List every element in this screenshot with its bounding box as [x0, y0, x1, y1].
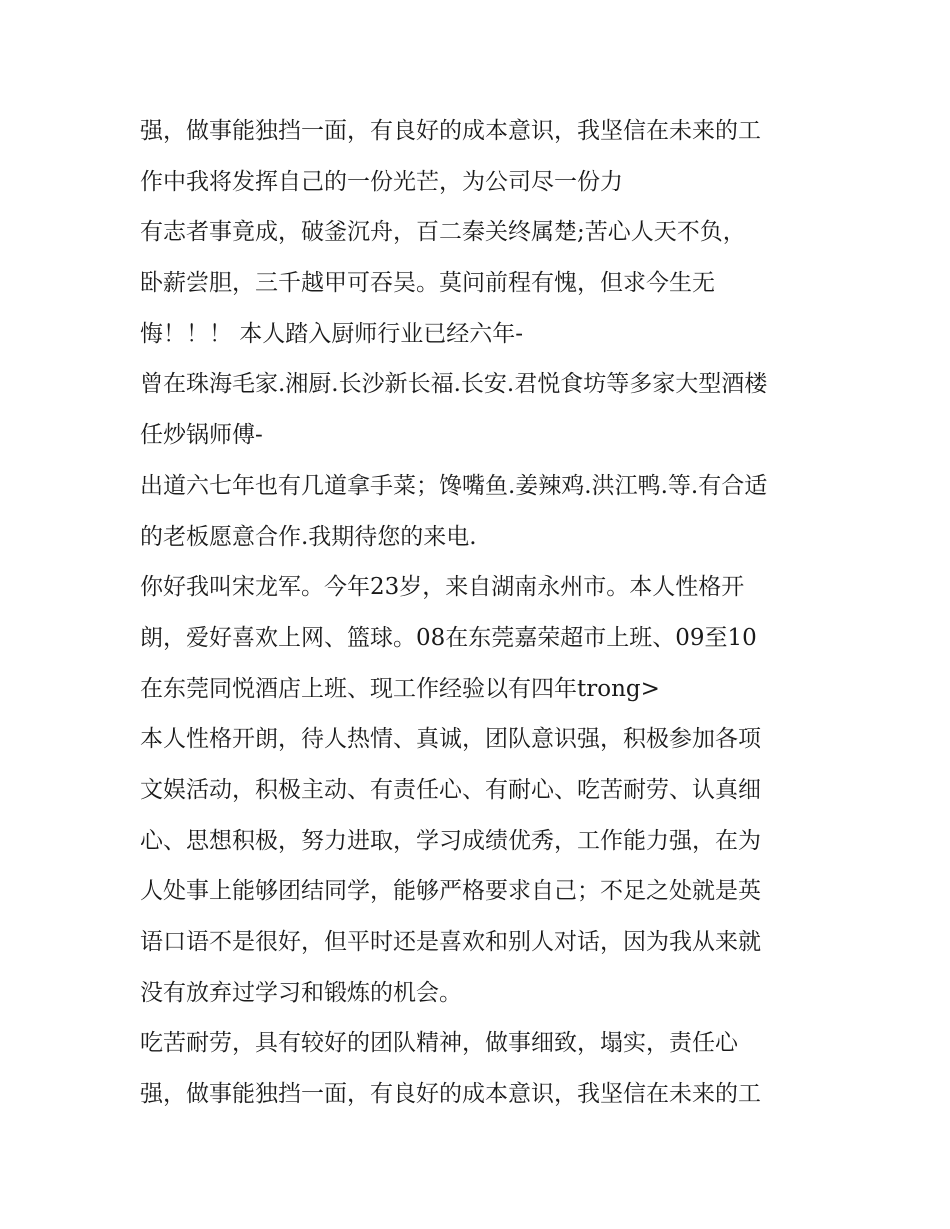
text-line: 任炒锅师傅-: [140, 422, 263, 449]
text-line: 你好我叫宋龙军。今年23岁，来自湖南永州市。本人性格开: [140, 574, 745, 601]
text-line: 强，做事能独挡一面，有良好的成本意识，我坚信在未来的工: [140, 118, 761, 144]
text-line: 人处事上能够团结同学，能够严格要求自己；不足之处就是英: [140, 878, 761, 905]
text-line: 在东莞同悦酒店上班、现工作经验以有四年trong>: [140, 675, 660, 702]
text-line: 卧薪尝胆，三千越甲可吞吴。莫问前程有愧，但求今生无: [140, 270, 715, 297]
text-line: 曾在珠海毛家.湘厨.长沙新长福.长安.君悦食坊等多家大型酒楼: [140, 371, 768, 398]
text-line: 文娱活动，积极主动、有责任心、有耐心、吃苦耐劳、认真细: [140, 776, 761, 803]
text-line: 本人性格开朗，待人热情、真诚，团队意识强，积极参加各项: [140, 726, 761, 753]
text-line: 吃苦耐劳，具有较好的团队精神，做事细致，塌实，责任心: [140, 1030, 738, 1057]
text-line: 朗，爱好喜欢上网、篮球。08在东莞嘉荣超市上班、09至10: [140, 624, 757, 651]
text-line: 心、思想积极，努力进取，学习成绩优秀，工作能力强，在为: [140, 827, 761, 854]
text-line: 语口语不是很好，但平时还是喜欢和别人对话，因为我从来就: [140, 929, 761, 955]
text-line: 出道六七年也有几道拿手菜；馋嘴鱼.姜辣鸡.洪江鸭.等.有合适: [140, 472, 768, 499]
document-body: [140, 106, 840, 1120]
text-line: 强，做事能独挡一面，有良好的成本意识，我坚信在未来的工: [140, 1081, 761, 1108]
text-line: 有志者事竟成，破釜沉舟，百二秦关终属楚;苦心人天不负，: [140, 219, 746, 246]
text-line: 作中我将发挥自己的一份光芒，为公司尽一份力: [140, 168, 623, 195]
text-line: 没有放弃过学习和锻炼的机会。: [140, 979, 462, 1006]
text-line: 的老板愿意合作.我期待您的来电.: [140, 523, 477, 550]
text-line: 悔！！！ 本人踏入厨师行业已经六年-: [140, 320, 524, 347]
